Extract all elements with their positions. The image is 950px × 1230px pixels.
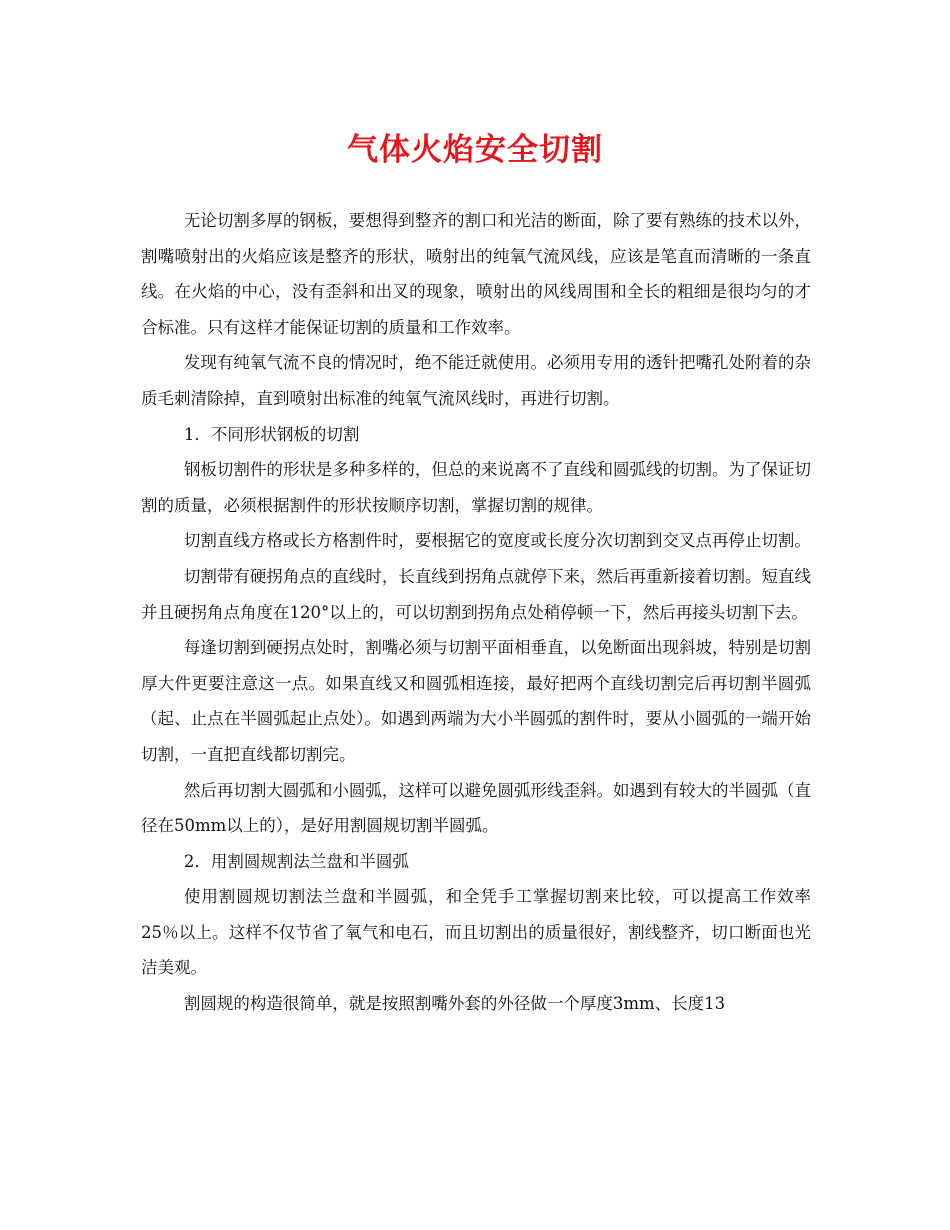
paragraph: 然后再切割大圆弧和小圆弧，这样可以避免圆弧形线歪斜。如遇到有较大的半圆弧（直径在50mm以上的），是好用割圆规切割半圆弧。 (141, 780, 811, 836)
section-heading: 1．不同形状钢板的切割 (183, 424, 360, 444)
paragraph: 使用割圆规切割法兰盘和半圆弧，和全凭手工掌握切割来比较，可以提高工作效率25％以上。这样不仅节省了氧气和电石，而且切割出的质量很好，割线整齐，切口断面也光洁美观。 (141, 887, 811, 978)
paragraph: 每逢切割到硬拐点处时，割嘴必须与切割平面相垂直，以免断面出现斜坡，特别是切割厚大件更要注意这一点。如果直线又和圆弧相连接，最好把两个直线切割完后再切割半圆弧（起、止点在半圆弧起止点处）。如遇到两端为大小半圆弧的割件时，要从小圆弧的一端开始切割，一直把直线都切割完。 (141, 638, 811, 764)
paragraph: 无论切割多厚的钢板，要想得到整齐的割口和光洁的断面，除了要有熟练的技术以外，割嘴喷射出的火焰应该是整齐的形状，喷射出的纯氧气流风线，应该是笔直而清晰的一条直线。在火焰的中心，没有歪斜和出叉的现象，喷射出的风线周围和全长的粗细是很均匀的才合标准。只有这样才能保证切割的质量和工作效率。 (141, 211, 811, 337)
document-body (141, 203, 811, 1022)
paragraph: 割圆规的构造很简单，就是按照割嘴外套的外径做一个厚度3mm、长度13 (183, 994, 726, 1014)
document-title: 气体火焰安全切割 (347, 132, 603, 168)
paragraph: 切割直线方格或长方格割件时，要根据它的宽度或长度分次切割到交叉点再停止切割。 (183, 531, 811, 551)
paragraph: 切割带有硬拐角点的直线时，长直线到拐角点就停下来，然后再重新接着切割。短直线并且硬拐角点角度在120°以上的，可以切割到拐角点处稍停顿一下，然后再接头切割下去。 (141, 566, 811, 622)
paragraph: 发现有纯氧气流不良的情况时，绝不能迁就使用。必须用专用的透针把嘴孔处附着的杂质毛刺清除掉，直到喷射出标准的纯氧气流风线时，再进行切割。 (141, 353, 811, 408)
section-heading: 2．用割圆规割法兰盘和半圆弧 (183, 851, 409, 871)
paragraph: 钢板切割件的形状是多种多样的，但总的来说离不了直线和圆弧线的切割。为了保证切割的质量，必须根据割件的形状按顺序切割，掌握切割的规律。 (141, 460, 811, 515)
